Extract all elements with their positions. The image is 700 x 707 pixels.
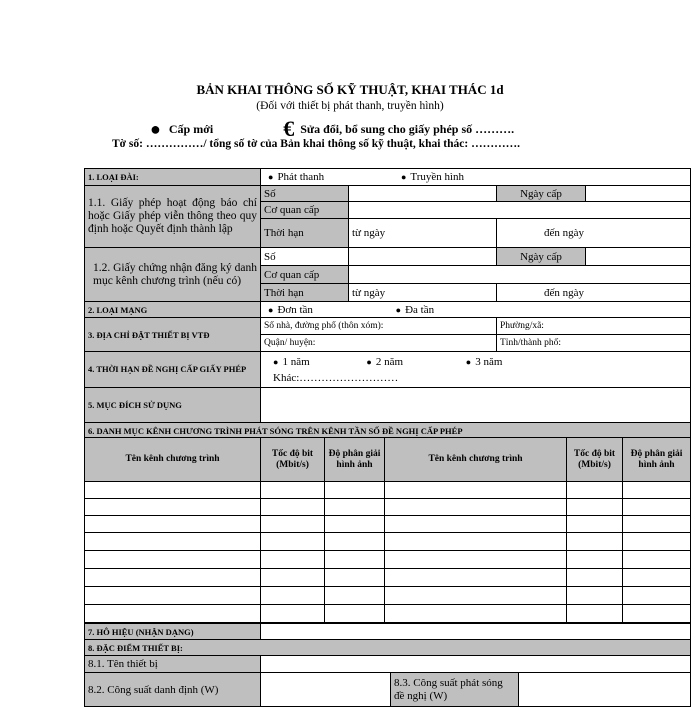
equipment-name-field[interactable] [261, 656, 691, 673]
to-date-field[interactable] [497, 284, 691, 302]
ward-label: Phường/xã: [500, 321, 544, 331]
section-1-title: 1. LOẠI ĐÀI: [85, 169, 261, 186]
col-resolution-2: Độ phân giải hình ảnh [623, 438, 691, 482]
table-row[interactable] [85, 482, 691, 499]
form-title: BẢN KHAI THÔNG SỐ KỸ THUẬT, KHAI THÁC 1d [196, 82, 504, 97]
table-row[interactable] [85, 569, 691, 587]
option-radio-label: Phát thanh [277, 171, 325, 183]
callsign-field[interactable] [261, 624, 691, 640]
option-multi-label: Đa tần [405, 303, 435, 316]
ward-field[interactable] [497, 318, 691, 335]
section-7-title: 7. HÔ HIỆU (NHẬN DẠNG) [85, 624, 261, 640]
number-label: Số [261, 248, 349, 266]
number-label: Số [261, 186, 349, 202]
bullet-icon: ● [268, 304, 274, 315]
equipment-name-label: 8.1. Tên thiết bị [85, 656, 261, 673]
section-4-title: 4. THỜI HẠN ĐỀ NGHỊ CẤP GIẤY PHÉP [85, 352, 261, 388]
number-field[interactable] [349, 248, 497, 266]
bullet-icon: ● [400, 172, 407, 182]
province-field[interactable] [497, 335, 691, 352]
bullet-icon: ● [395, 304, 402, 315]
col-resolution: Độ phân giải hình ảnh [325, 438, 385, 482]
purpose-field[interactable] [261, 388, 691, 423]
table-row[interactable] [85, 499, 691, 516]
bullet-icon: ● [150, 119, 161, 139]
from-date-field[interactable] [349, 219, 497, 248]
from-date-field[interactable] [349, 284, 497, 302]
to-date-field[interactable] [497, 219, 691, 248]
rated-power-field[interactable] [261, 673, 391, 707]
col-channel-name: Tên kênh chương trình [85, 438, 261, 482]
license-term-options[interactable] [261, 352, 691, 388]
table-row[interactable] [85, 587, 691, 605]
option-1-year: 1 năm [282, 355, 310, 368]
to-date-label: đến ngày [544, 286, 585, 299]
option-other: Khác:……………………… [273, 371, 399, 384]
option-new-label: Cấp mới [168, 122, 214, 136]
equipment-table [84, 623, 691, 707]
issue-date-field[interactable] [586, 186, 691, 202]
table-row[interactable] [85, 516, 691, 533]
from-date-label: từ ngày [352, 286, 386, 299]
term-label: Thời hạn [261, 284, 349, 302]
declaration-table [84, 168, 691, 440]
district-label: Quận/ huyện: [264, 338, 316, 348]
bullet-icon: ● [273, 356, 279, 367]
street-label: Số nhà, đường phố (thôn xóm): [264, 321, 384, 331]
issue-date-field[interactable] [586, 248, 691, 266]
street-field[interactable] [261, 318, 497, 335]
option-tv-label: Truyền hình [410, 171, 465, 183]
section-5-title: 5. MỤC ĐÍCH SỬ DỤNG [85, 388, 261, 423]
col-bitrate-2: Tốc độ bit (Mbit/s) [567, 438, 623, 482]
agency-field[interactable] [349, 266, 691, 284]
bullet-icon: ● [268, 172, 274, 182]
proposed-power-label: 8.3. Công suất phát sóng đề nghị (W) [391, 673, 519, 707]
col-channel-name-2: Tên kênh chương trình [385, 438, 567, 482]
bullet-icon: ● [465, 356, 472, 367]
section-8-title: 8. ĐẶC ĐIỂM THIẾT BỊ: [85, 640, 691, 656]
issue-date-label: Ngày cấp [497, 186, 586, 202]
rated-power-label: 8.2. Công suất danh định (W) [85, 673, 261, 707]
table-row[interactable] [85, 533, 691, 551]
proposed-power-field[interactable] [519, 673, 691, 707]
issue-date-label: Ngày cấp [497, 248, 586, 266]
section-3-title: 3. ĐỊA CHỈ ĐẶT THIẾT BỊ VTĐ [85, 318, 261, 352]
section-2-title: 2. LOẠI MẠNG [85, 302, 261, 318]
network-type-options[interactable] [261, 302, 691, 318]
district-field[interactable] [261, 335, 497, 352]
to-date-label: đến ngày [544, 227, 585, 239]
from-date-label: từ ngày [352, 227, 386, 239]
euro-checkbox-icon[interactable]: € [283, 116, 295, 141]
agency-label: Cơ quan cấp [261, 266, 349, 284]
table-row[interactable] [85, 605, 691, 623]
form-subtitle: (Đối với thiết bị phát thanh, truyền hình) [256, 100, 444, 112]
province-label: Tỉnh/thành phố: [500, 338, 561, 348]
col-bitrate: Tốc độ bit (Mbit/s) [261, 438, 325, 482]
agency-label: Cơ quan cấp [261, 202, 349, 219]
license-1-2-label: 1.2. Giấy chứng nhận đăng ký danh mục kênh chương trình (nếu có) [85, 248, 261, 302]
bullet-icon: ● [366, 356, 372, 367]
option-3-year: 3 năm [475, 355, 503, 368]
table-row[interactable] [85, 551, 691, 569]
agency-field[interactable] [349, 202, 691, 219]
section-6-title: 6. DANH MỤC KÊNH CHƯƠNG TRÌNH PHÁT SÓNG TRÊN KÊNH TẦN SỐ ĐỀ NGHỊ CẤP PHÉP [85, 423, 691, 440]
number-field[interactable] [349, 186, 497, 202]
option-amend-label: Sửa đổi, bổ sung cho giấy phép số ………. [300, 122, 515, 136]
term-label: Thời hạn [261, 219, 349, 248]
sheet-number-line: Tờ số: ……………/ tổng số tờ của Bản khai thông số kỹ thuật, khai thác: …………. [112, 138, 520, 150]
license-1-1-label: 1.1. Giấy phép hoạt động báo chí hoặc Giấy phép viễn thông theo quy định hoặc Quyết định thành lập [85, 186, 261, 248]
option-single-label: Đơn tần [277, 303, 313, 316]
option-2-year: 2 năm [375, 355, 404, 368]
station-type-options[interactable] [261, 169, 691, 186]
channel-list-table [84, 437, 691, 623]
